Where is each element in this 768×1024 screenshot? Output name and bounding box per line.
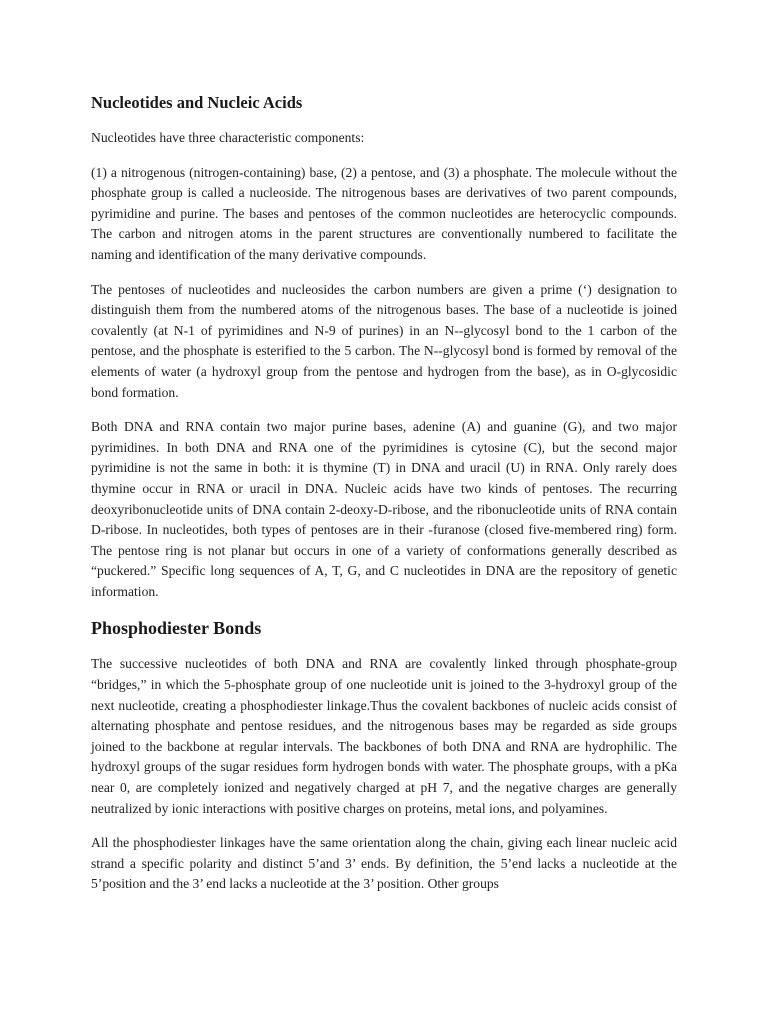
paragraph-linkage: The successive nucleotides of both DNA and RNA are covalently linked through phosphate-group “bridges,” in which the 5-phosphate group of one nucleotide unit is joined to the 3-hydroxyl group of the next nucleotide, creating a phosphodiester linkage.Thus the covalent backbones of nucleic acids consist of alternating phosphate and pentose residues, and the nitrogenous bases may be regarded as side groups joined to the backbone at regular intervals. The backbones of both DNA and RNA are hydrophilic. The hydroxyl groups of the sugar residues form hydrogen bonds with water. The phosphate groups, with a pKa near 0, are completely ionized and negatively charged at pH 7, and the negative charges are generally neutralized by ionic interactions with positive charges on proteins, metal ions, and polyamines. xyxy=(91,656,677,816)
paragraph-intro: Nucleotides have three characteristic components: xyxy=(91,130,365,145)
paragraph-polarity: All the phosphodiester linkages have the same orientation along the chain, giving each linear nucleic acid strand a specific polarity and distinct 5’and 3’ ends. By definition, the 5’end lacks a nucleotide at the 5’position and the 3’ end lacks a nucleotide at the 3’ position. Other groups xyxy=(91,835,677,892)
paragraph-components: (1) a nitrogenous (nitrogen-containing) base, (2) a pentose, and (3) a phosphate. The molecule without the phosphate group is called a nucleoside. The nitrogenous bases are derivatives of two parent compounds, pyrimidine and purine. The bases and pentoses of the common nucleotides are heterocyclic compounds. The carbon and nitrogen atoms in the parent structures are conventionally numbered to facilitate the naming and identification of the many derivative compounds. xyxy=(91,164,677,262)
paragraph-bases: Both DNA and RNA contain two major purine bases, adenine (A) and guanine (G), and two major pyrimidines. In both DNA and RNA one of the pyrimidines is cytosine (C), but the second major pyrimidine is not the same in both: it is thymine (T) in DNA and uracil (U) in RNA. Only rarely does thymine occur in RNA or uracil in DNA. Nucleic acids have two kinds of pentoses. The recurring deoxyribonucleotide units of DNA contain 2-deoxy-D-ribose, and the ribonucleotide units of RNA contain D-ribose. In nucleotides, both types of pentoses are in their -furanose (closed five-membered ring) form. The pentose ring is not planar but occurs in one of a variety of conformations generally described as “puckered.” Specific long sequences of A, T, G, and C nucleotides in DNA are the repository of genetic information. xyxy=(91,419,677,599)
heading-phosphodiester: Phosphodiester Bonds xyxy=(91,618,262,639)
document-body xyxy=(91,92,677,895)
heading-nucleotides: Nucleotides and Nucleic Acids xyxy=(91,93,303,112)
paragraph-pentoses: The pentoses of nucleotides and nucleosides the carbon numbers are given a prime (‘) designation to distinguish them from the numbered atoms of the nitrogenous bases. The base of a nucleotide is joined covalently (at N-1 of pyrimidines and N-9 of purines) in an N--glycosyl bond to the 1 carbon of the pentose, and the phosphate is esterified to the 5 carbon. The N--glycosyl bond is formed by removal of the elements of water (a hydroxyl group from the pentose and hydrogen from the base), as in O-glycosidic bond formation. xyxy=(91,281,677,400)
